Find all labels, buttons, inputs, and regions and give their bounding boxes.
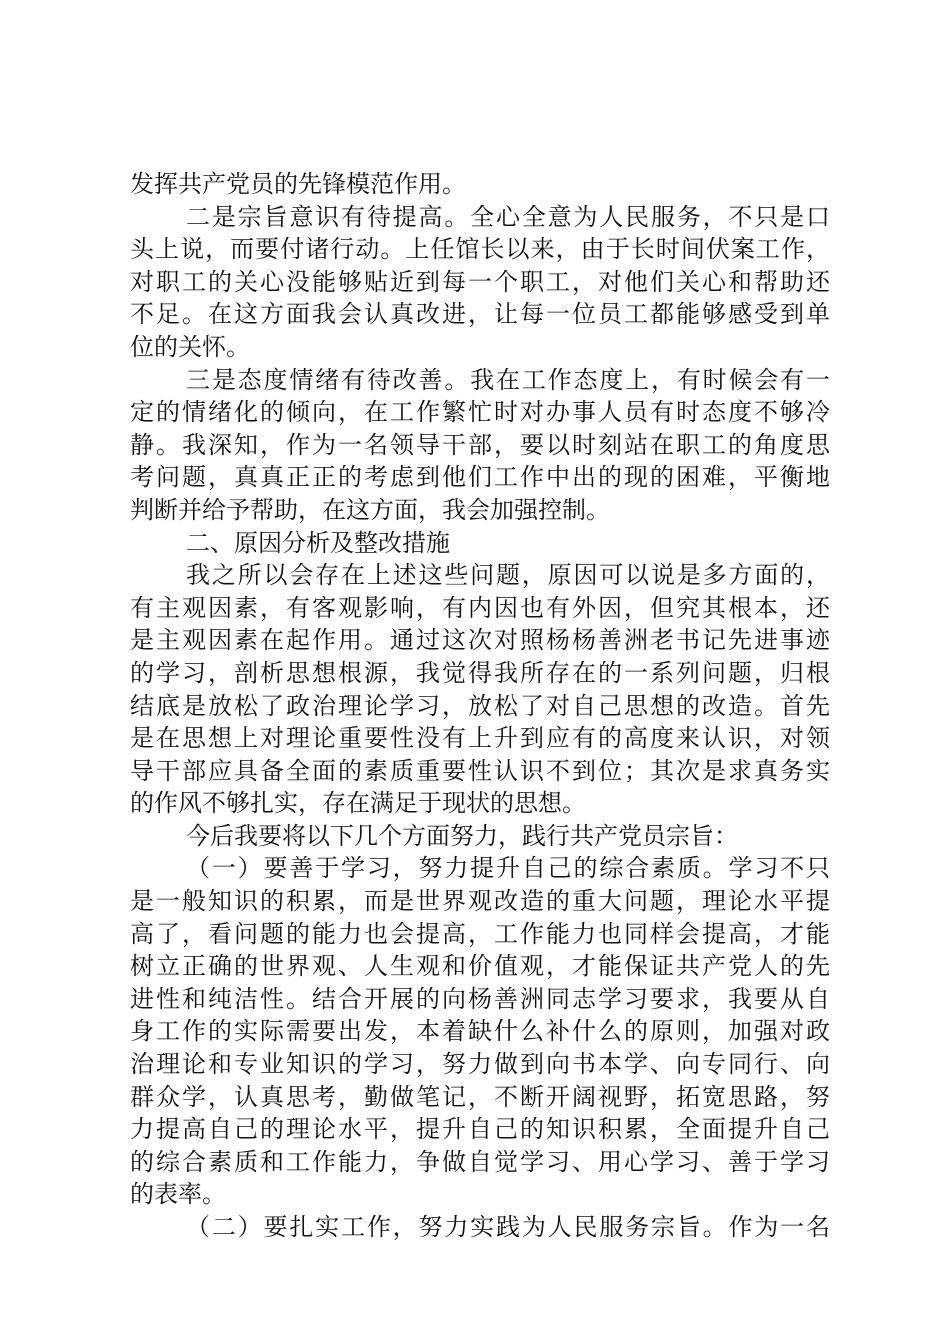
document-body: [130, 168, 830, 1244]
text-line: 位的关怀。: [130, 332, 250, 361]
text-line: 力提高自己的理论水平，提升自己的知识积累，全面提升自己: [130, 1115, 830, 1144]
text-line: 身工作的实际需要出发，本着缺什么补什么的原则，加强对政: [130, 1017, 830, 1046]
text-line: 进性和纯洁性。结合开展的向杨善洲同志学习要求，我要从自: [130, 984, 830, 1013]
text-line: 静。我深知，作为一名领导干部，要以时刻站在职工的角度思: [130, 430, 830, 459]
text-line: 群众学，认真思考，勤做笔记，不断开阔视野，拓宽思路，努: [130, 1082, 830, 1111]
text-line: 考问题，真真正正的考虑到他们工作中出的现的困难，平衡地: [130, 463, 830, 492]
text-line: 树立正确的世界观、人生观和价值观，才能保证共产党人的先: [130, 952, 830, 981]
text-line: 二是宗旨意识有待提高。全心全意为人民服务，不只是口: [186, 202, 830, 231]
text-line: 是主观因素在起作用。通过这次对照杨杨善洲老书记先进事迹: [130, 626, 830, 655]
text-line: 的表率。: [130, 1180, 226, 1209]
text-line: 二、原因分析及整改措施: [186, 528, 450, 557]
text-line: 头上说，而要付诸行动。上任馆长以来，由于长时间伏案工作，: [130, 235, 830, 264]
text-line: 导干部应具备全面的素质重要性认识不到位；其次是求真务实: [130, 756, 830, 785]
text-line: 不足。在这方面我会认真改进，让每一位员工都能够感受到单: [130, 300, 830, 329]
text-line: 治理论和专业知识的学习，努力做到向书本学、向专同行、向: [130, 1050, 830, 1079]
text-line: 三是态度情绪有待改善。我在工作态度上，有时候会有一: [186, 365, 830, 394]
text-line: 发挥共产党员的先锋模范作用。: [130, 170, 466, 198]
text-line: 的综合素质和工作能力，争做自觉学习、用心学习、善于学习: [130, 1147, 830, 1176]
text-line: 我之所以会存在上述这些问题，原因可以说是多方面的，: [186, 561, 830, 590]
text-line: 结底是放松了政治理论学习，放松了对自己思想的改造。首先: [130, 691, 830, 720]
text-line: 的作风不够扎实，存在满足于现状的思想。: [130, 789, 586, 818]
text-line: （一）要善于学习，努力提升自己的综合素质。学习不只: [186, 854, 830, 883]
text-line: 判断并给予帮助，在这方面，我会加强控制。: [130, 495, 610, 524]
text-line: 是一般知识的积累，而是世界观改造的重大问题，理论水平提: [130, 887, 830, 916]
text-line: 定的情绪化的倾向，在工作繁忙时对办事人员有时态度不够冷: [130, 398, 830, 427]
text-line: 是在思想上对理论重要性没有上升到应有的高度来认识，对领: [130, 724, 830, 753]
text-line: 有主观因素，有客观影响，有内因也有外因，但究其根本，还: [130, 593, 830, 622]
text-line: 的学习，剖析思想根源，我觉得我所存在的一系列问题，归根: [130, 658, 830, 687]
text-line: 对职工的关心没能够贴近到每一个职工，对他们关心和帮助还: [130, 267, 830, 296]
text-line: 今后我要将以下几个方面努力，践行共产党员宗旨：: [186, 821, 738, 850]
text-line: 高了，看问题的能力也会提高，工作能力也同样会提高，才能: [130, 919, 830, 948]
text-line: （二）要扎实工作，努力实践为人民服务宗旨。作为一名: [186, 1213, 830, 1241]
